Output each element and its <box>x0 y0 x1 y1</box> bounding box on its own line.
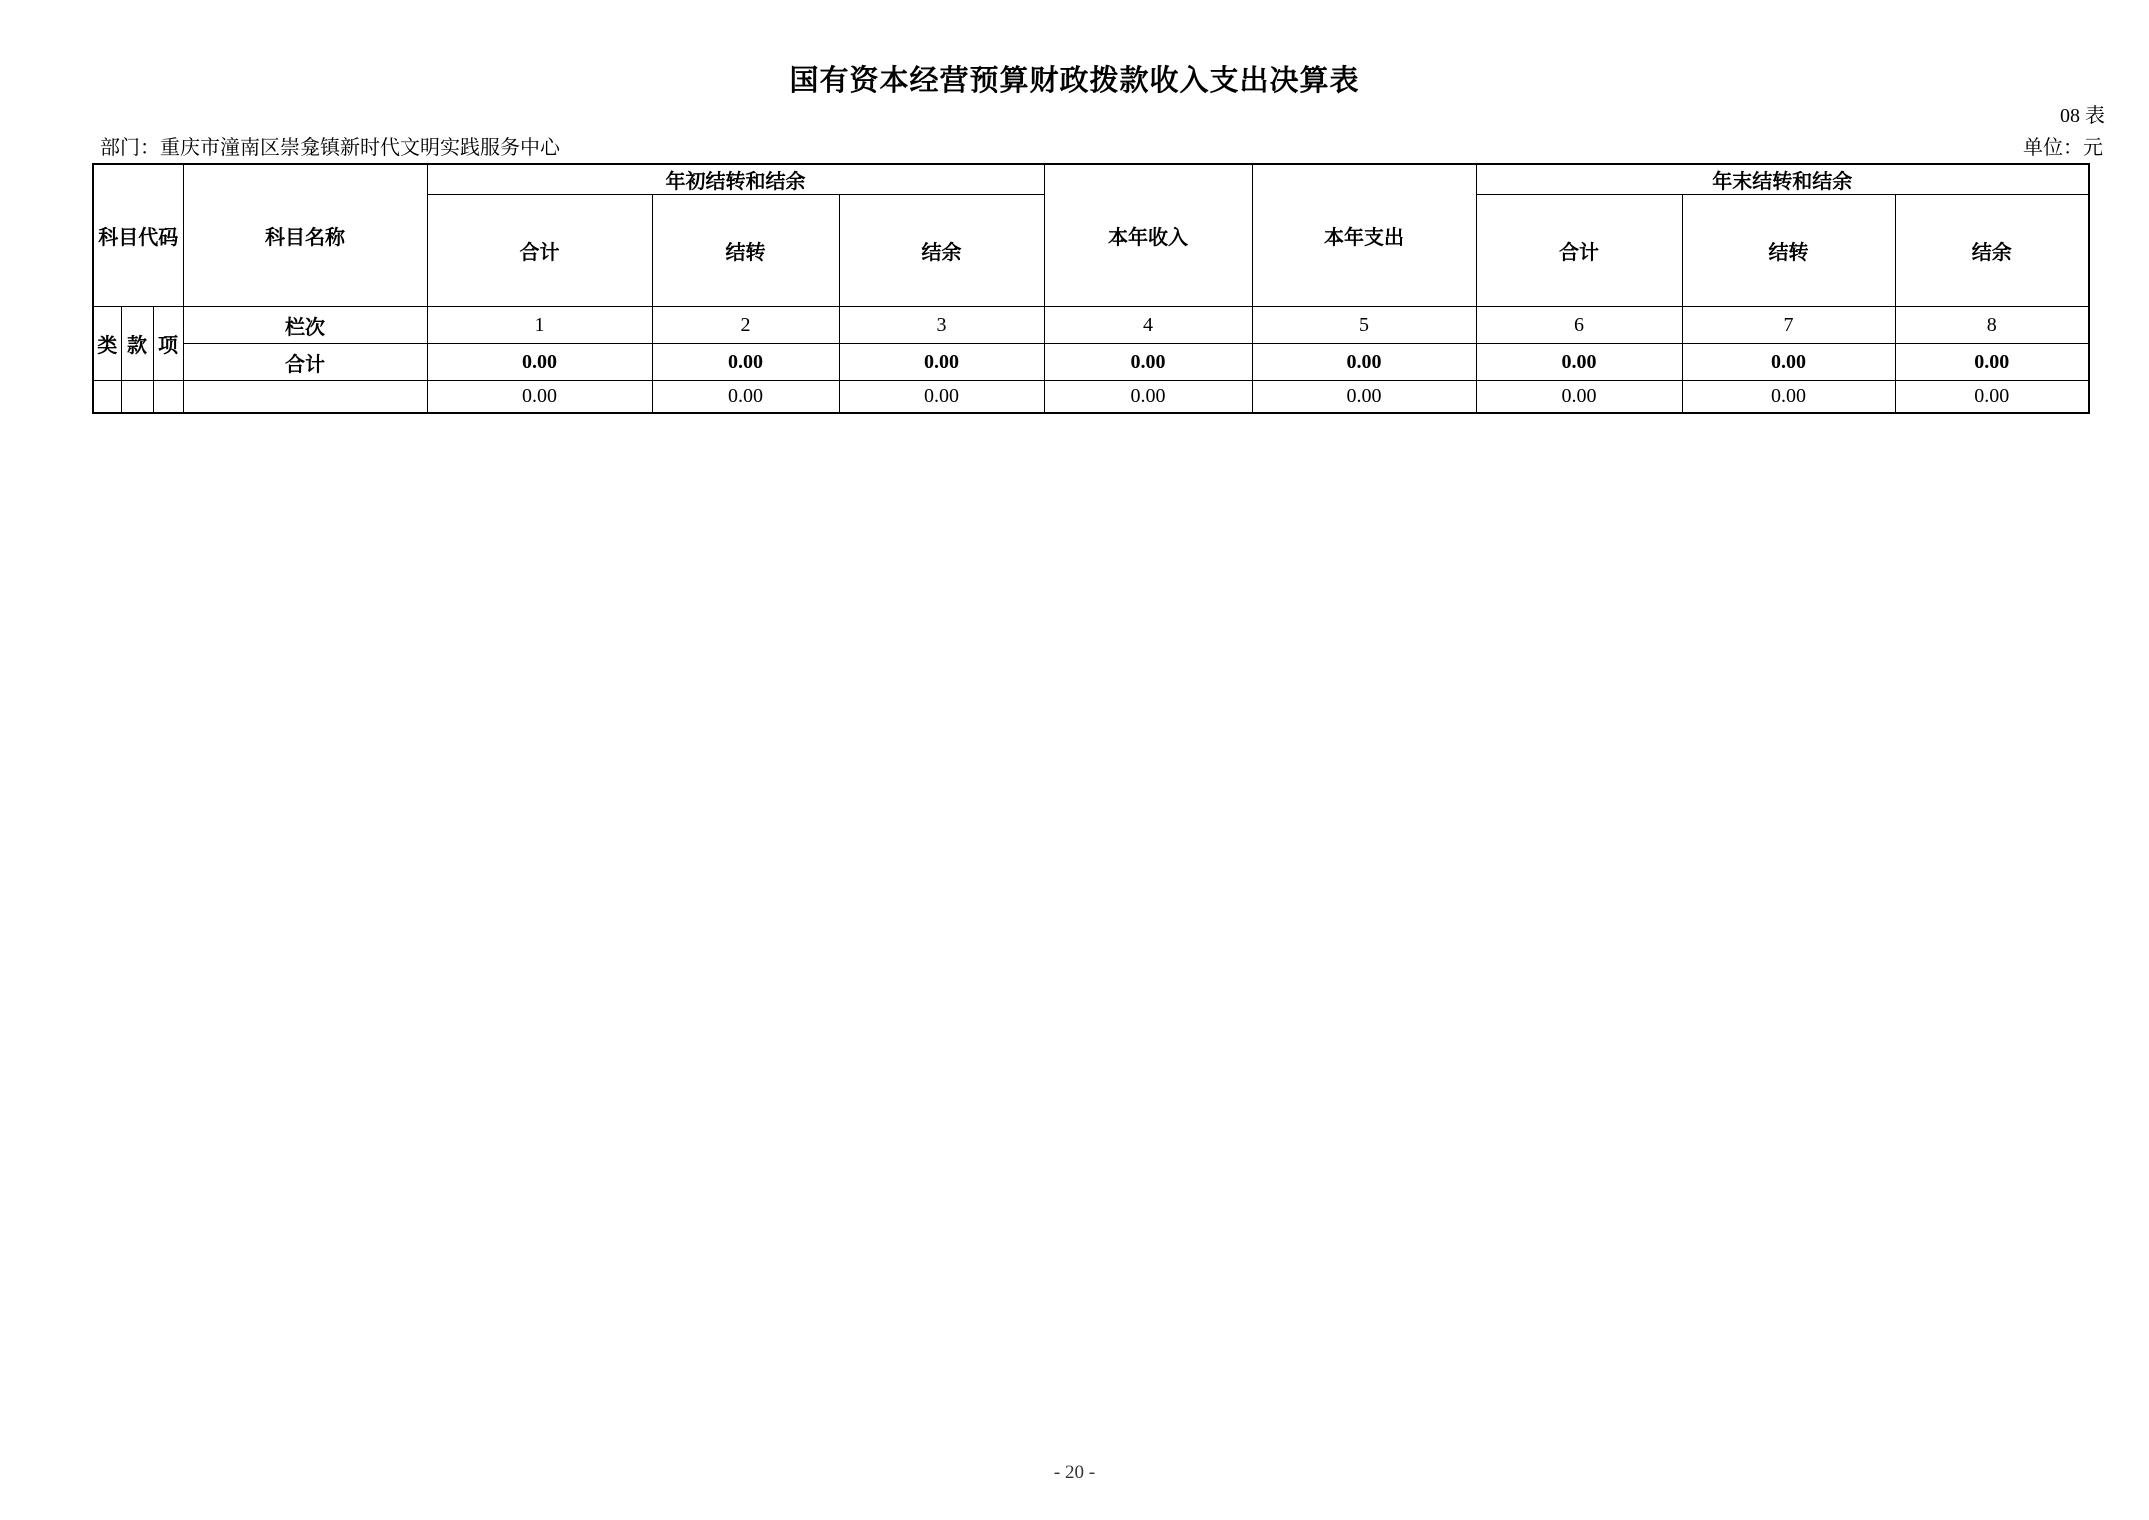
department-line: 部门：重庆市潼南区崇龛镇新时代文明实践服务中心 <box>100 137 560 159</box>
column-index-3: 3 <box>839 307 1044 344</box>
detail-value-2: 0.00 <box>652 381 839 413</box>
total-value-4: 0.00 <box>1044 344 1252 381</box>
detail-code-item-cell <box>153 381 183 413</box>
header-begin-total: 合计 <box>427 195 652 307</box>
total-value-8: 0.00 <box>1895 344 2089 381</box>
header-end-balance-group: 年末结转和结余 <box>1476 164 2089 195</box>
total-value-7: 0.00 <box>1682 344 1895 381</box>
total-row-label: 合计 <box>183 344 427 381</box>
header-end-carryover: 结转 <box>1682 195 1895 307</box>
detail-value-1: 0.00 <box>427 381 652 413</box>
detail-value-5: 0.00 <box>1252 381 1476 413</box>
total-value-5: 0.00 <box>1252 344 1476 381</box>
code-class-cell: 类 <box>93 307 121 381</box>
column-index-label: 栏次 <box>183 307 427 344</box>
unit-line: 单位：元 <box>2023 137 2103 159</box>
detail-value-7: 0.00 <box>1682 381 1895 413</box>
header-current-expenditure: 本年支出 <box>1252 164 1476 307</box>
header-end-surplus: 结余 <box>1895 195 2089 307</box>
detail-code-class-cell <box>93 381 121 413</box>
total-value-6: 0.00 <box>1476 344 1682 381</box>
detail-row-name <box>183 381 427 413</box>
header-subject-code: 科目代码 <box>93 164 183 307</box>
code-section-cell: 款 <box>121 307 153 381</box>
accounts-table <box>92 163 2090 414</box>
code-item-cell: 项 <box>153 307 183 381</box>
detail-row <box>93 381 2089 413</box>
column-index-7: 7 <box>1682 307 1895 344</box>
column-index-4: 4 <box>1044 307 1252 344</box>
header-subject-name: 科目名称 <box>183 164 427 307</box>
page-title: 国有资本经营预算财政拨款收入支出决算表 <box>789 65 1360 97</box>
header-begin-balance-group: 年初结转和结余 <box>427 164 1044 195</box>
total-value-3: 0.00 <box>839 344 1044 381</box>
header-current-income: 本年收入 <box>1044 164 1252 307</box>
total-row <box>93 344 2089 381</box>
column-index-5: 5 <box>1252 307 1476 344</box>
total-value-2: 0.00 <box>652 344 839 381</box>
detail-value-4: 0.00 <box>1044 381 1252 413</box>
table-number: 08 表 <box>2060 105 2105 127</box>
detail-value-6: 0.00 <box>1476 381 1682 413</box>
column-index-8: 8 <box>1895 307 2089 344</box>
column-index-2: 2 <box>652 307 839 344</box>
header-end-total: 合计 <box>1476 195 1682 307</box>
total-value-1: 0.00 <box>427 344 652 381</box>
header-begin-surplus: 结余 <box>839 195 1044 307</box>
page-number: - 20 - <box>1053 1462 1096 1483</box>
detail-value-3: 0.00 <box>839 381 1044 413</box>
column-index-1: 1 <box>427 307 652 344</box>
column-index-6: 6 <box>1476 307 1682 344</box>
detail-value-8: 0.00 <box>1895 381 2089 413</box>
header-begin-carryover: 结转 <box>652 195 839 307</box>
detail-code-section-cell <box>121 381 153 413</box>
